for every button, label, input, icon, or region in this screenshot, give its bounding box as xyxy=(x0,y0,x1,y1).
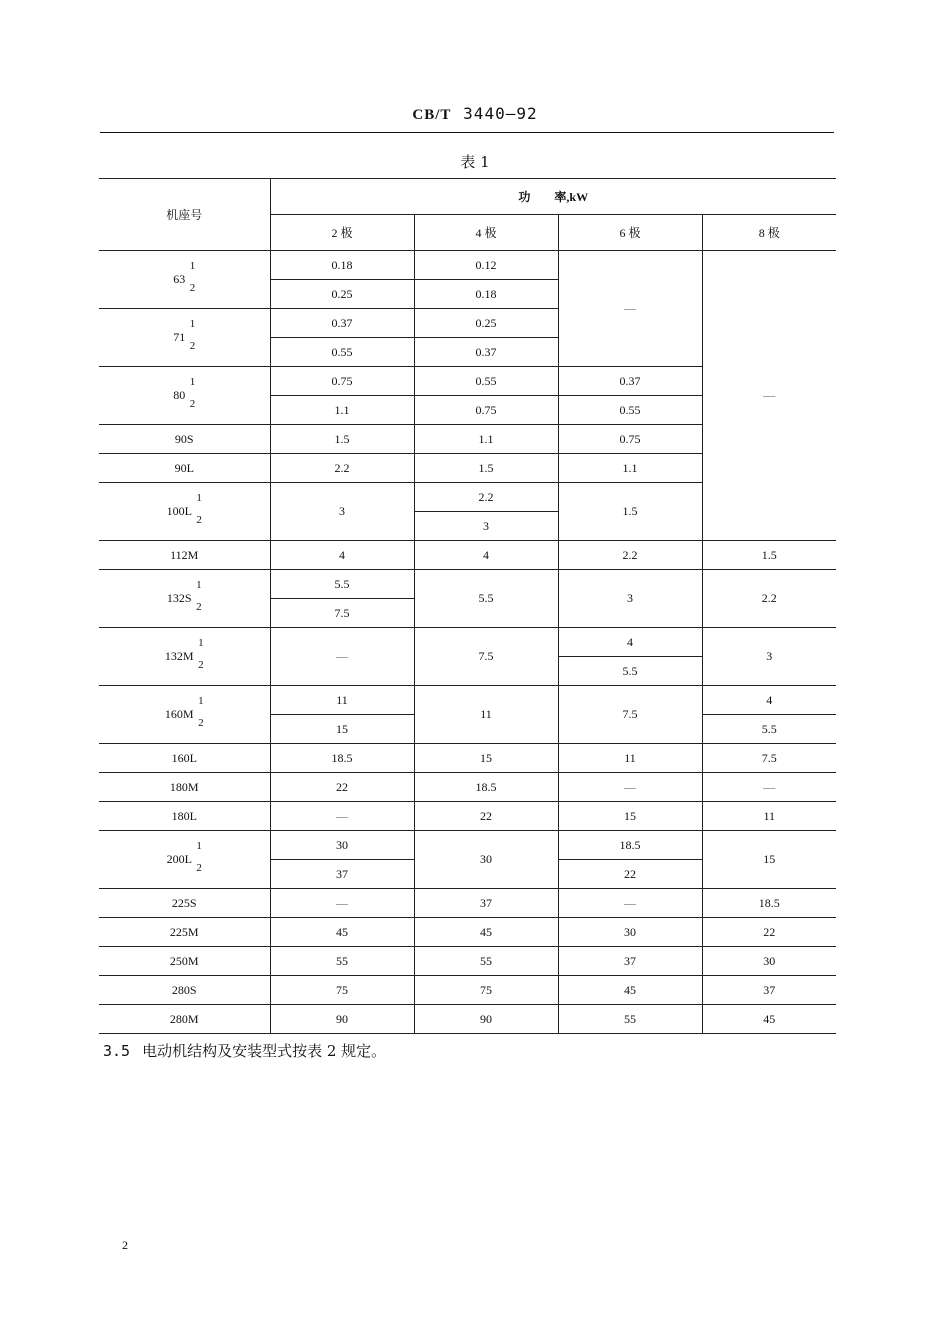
power-cell: 37 xyxy=(558,947,702,976)
table-row xyxy=(99,686,836,715)
power-cell: 45 xyxy=(414,918,558,947)
frame-cell: 160L xyxy=(99,744,270,773)
table-row xyxy=(99,976,836,1005)
power-cell: 0.18 xyxy=(270,251,414,280)
power-cell: — xyxy=(558,773,702,802)
header-rule xyxy=(100,132,834,133)
power-cell: 3 xyxy=(414,512,558,541)
power-cell: 18.5 xyxy=(270,744,414,773)
power-cell: 75 xyxy=(270,976,414,1005)
power-cell: 45 xyxy=(558,976,702,1005)
power-cell: 5.5 xyxy=(414,570,558,628)
power-cell: — xyxy=(702,251,836,541)
power-cell: 37 xyxy=(414,889,558,918)
power-cell: 18.5 xyxy=(702,889,836,918)
table-row xyxy=(99,628,836,657)
power-cell: 2.2 xyxy=(558,541,702,570)
frame-cell: 280S xyxy=(99,976,270,1005)
table-row xyxy=(99,570,836,599)
frame-cell: 160M 1 2 xyxy=(99,686,270,744)
frame-cell: 112M xyxy=(99,541,270,570)
power-cell: 0.37 xyxy=(414,338,558,367)
power-cell: 22 xyxy=(270,773,414,802)
frame-cell: 180L xyxy=(99,802,270,831)
table-row xyxy=(99,831,836,860)
power-cell: — xyxy=(558,889,702,918)
power-cell: 22 xyxy=(414,802,558,831)
pole-2-header: 2 极 xyxy=(270,215,414,251)
table-row xyxy=(99,947,836,976)
standard-code: CB/T xyxy=(412,107,452,123)
frame-cell: 90L xyxy=(99,454,270,483)
power-cell: 1.1 xyxy=(558,454,702,483)
frame-cell: 100L 1 2 xyxy=(99,483,270,541)
frame-cell: 80 1 2 xyxy=(99,367,270,425)
page-number: 2 xyxy=(122,1238,128,1252)
pole-6-header: 6 极 xyxy=(558,215,702,251)
power-cell: 0.75 xyxy=(414,396,558,425)
power-cell: 2.2 xyxy=(702,570,836,628)
power-cell: 3 xyxy=(558,570,702,628)
power-cell: 2.2 xyxy=(414,483,558,512)
table-row xyxy=(99,744,836,773)
power-cell: 1.1 xyxy=(414,425,558,454)
power-cell: 7.5 xyxy=(270,599,414,628)
power-cell: 0.37 xyxy=(270,309,414,338)
frame-cell: 132S 1 2 xyxy=(99,570,270,628)
power-cell: 7.5 xyxy=(558,686,702,744)
table-caption: 表 1 xyxy=(460,153,490,171)
power-cell: — xyxy=(270,628,414,686)
power-cell: — xyxy=(270,802,414,831)
power-cell: 22 xyxy=(702,918,836,947)
power-cell: 45 xyxy=(270,918,414,947)
power-cell: 11 xyxy=(702,802,836,831)
power-cell: — xyxy=(270,889,414,918)
power-cell: 75 xyxy=(414,976,558,1005)
power-cell: 11 xyxy=(270,686,414,715)
power-cell: 11 xyxy=(414,686,558,744)
frame-cell: 132M 1 2 xyxy=(99,628,270,686)
power-cell: 30 xyxy=(414,831,558,889)
power-cell: 4 xyxy=(414,541,558,570)
power-cell: 2.2 xyxy=(270,454,414,483)
frame-cell: 200L 1 2 xyxy=(99,831,270,889)
table-row xyxy=(99,251,836,280)
power-cell: 1.5 xyxy=(702,541,836,570)
power-cell: 4 xyxy=(558,628,702,657)
power-cell: 1.5 xyxy=(558,483,702,541)
power-cell: 37 xyxy=(270,860,414,889)
col-power-header: 功 率,kW xyxy=(270,179,836,215)
clause-number: 3.5 xyxy=(103,1042,131,1060)
power-cell: 55 xyxy=(414,947,558,976)
power-cell: 55 xyxy=(558,1005,702,1034)
power-cell: 15 xyxy=(702,831,836,889)
standard-header xyxy=(0,104,950,124)
power-cell: 45 xyxy=(702,1005,836,1034)
power-cell: 5.5 xyxy=(702,715,836,744)
frame-cell: 180M xyxy=(99,773,270,802)
pole-4-header: 4 极 xyxy=(414,215,558,251)
power-cell: 7.5 xyxy=(414,628,558,686)
table-row xyxy=(99,918,836,947)
power-cell: 0.37 xyxy=(558,367,702,396)
table-row xyxy=(99,802,836,831)
power-cell: 11 xyxy=(558,744,702,773)
frame-cell: 225S xyxy=(99,889,270,918)
power-cell: 3 xyxy=(270,483,414,541)
power-cell: — xyxy=(702,773,836,802)
power-cell: 0.12 xyxy=(414,251,558,280)
power-cell: 37 xyxy=(702,976,836,1005)
power-cell: 7.5 xyxy=(702,744,836,773)
power-cell: 1.5 xyxy=(414,454,558,483)
clause-paragraph xyxy=(103,1040,386,1061)
pole-8-header: 8 极 xyxy=(702,215,836,251)
frame-cell: 280M xyxy=(99,1005,270,1034)
power-table xyxy=(99,178,836,1034)
clause-text: 电动机结构及安装型式按表 2 规定。 xyxy=(142,1042,387,1060)
power-cell: 4 xyxy=(270,541,414,570)
power-cell: 1.1 xyxy=(270,396,414,425)
power-cell: 30 xyxy=(702,947,836,976)
power-cell: 1.5 xyxy=(270,425,414,454)
power-cell: 18.5 xyxy=(558,831,702,860)
frame-cell: 90S xyxy=(99,425,270,454)
power-cell: 15 xyxy=(414,744,558,773)
power-cell: 5.5 xyxy=(558,657,702,686)
power-cell: 0.25 xyxy=(414,309,558,338)
power-cell: 4 xyxy=(702,686,836,715)
power-cell: 0.55 xyxy=(270,338,414,367)
standard-number: 3440—92 xyxy=(463,104,538,123)
power-cell: 22 xyxy=(558,860,702,889)
power-cell: 0.75 xyxy=(270,367,414,396)
table-row xyxy=(99,773,836,802)
col-frame-header: 机座号 xyxy=(99,179,270,251)
power-cell: 90 xyxy=(270,1005,414,1034)
power-cell: 0.25 xyxy=(270,280,414,309)
frame-cell: 71 1 2 xyxy=(99,309,270,367)
power-cell: 90 xyxy=(414,1005,558,1034)
table-row xyxy=(99,541,836,570)
table-row xyxy=(99,1005,836,1034)
frame-cell: 63 1 2 xyxy=(99,251,270,309)
power-cell: 30 xyxy=(558,918,702,947)
table-row xyxy=(99,889,836,918)
power-cell: 0.75 xyxy=(558,425,702,454)
frame-cell: 250M xyxy=(99,947,270,976)
power-cell: 0.55 xyxy=(414,367,558,396)
power-cell: 55 xyxy=(270,947,414,976)
power-cell: 15 xyxy=(558,802,702,831)
power-cell: 0.55 xyxy=(558,396,702,425)
power-cell: 0.18 xyxy=(414,280,558,309)
power-cell: — xyxy=(558,251,702,367)
power-cell: 15 xyxy=(270,715,414,744)
power-cell: 5.5 xyxy=(270,570,414,599)
frame-cell: 225M xyxy=(99,918,270,947)
power-cell: 30 xyxy=(270,831,414,860)
power-cell: 18.5 xyxy=(414,773,558,802)
power-cell: 3 xyxy=(702,628,836,686)
